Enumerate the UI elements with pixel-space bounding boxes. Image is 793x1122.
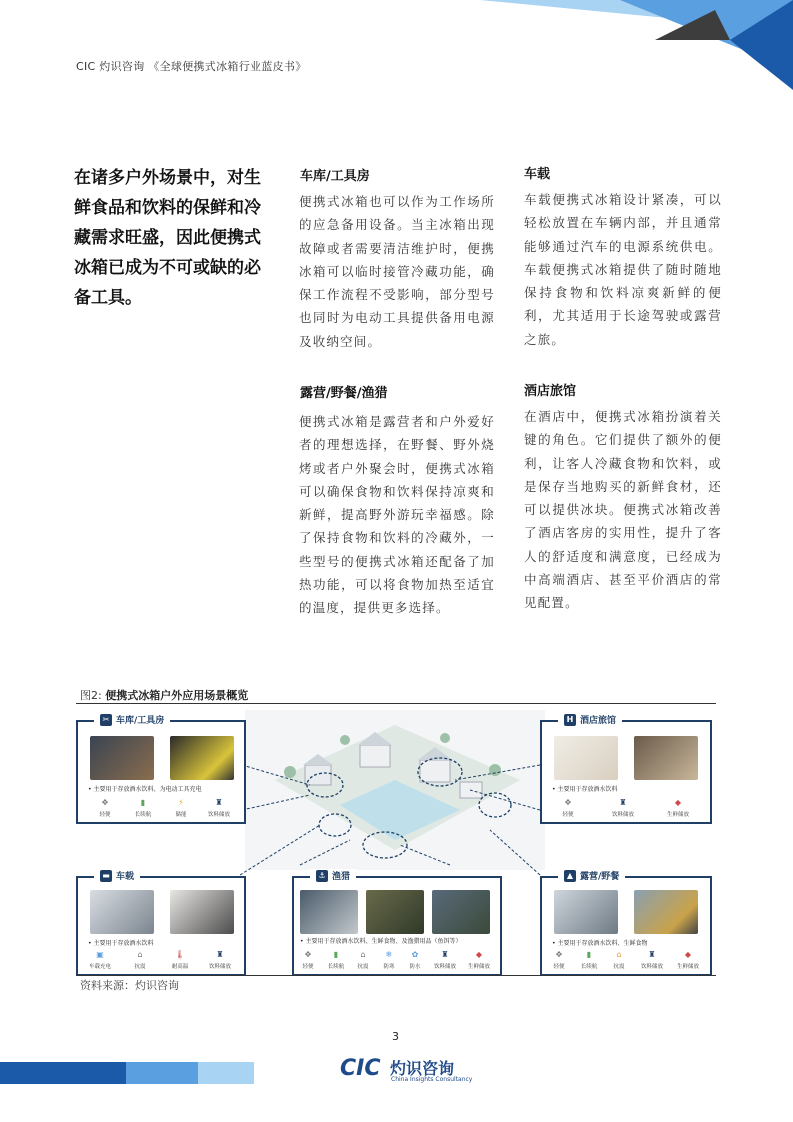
feature-item: ♜ 饮料储放 <box>640 949 663 970</box>
camping-photo-2 <box>634 890 698 934</box>
section-title-hotel: 酒店旅馆 <box>524 384 577 399</box>
shockproof-icon: ⌂ <box>616 949 622 959</box>
feature-item: ▮ 长续航 <box>327 949 345 970</box>
garage-photo-1 <box>90 736 154 780</box>
meat-icon: ◆ <box>684 949 692 959</box>
tools-icon: ✂ <box>100 714 112 726</box>
card-garage-title: ✂ 车库/工具房 <box>94 713 170 726</box>
feature-item: ▮ 长续航 <box>134 797 152 818</box>
shockproof-icon: ⌂ <box>360 949 366 959</box>
meat-icon: ◆ <box>674 797 682 807</box>
footer-logo-cn: 灼识咨询 <box>390 1059 455 1078</box>
card-hotel-features <box>548 796 698 818</box>
footer-logo-en: China Insights Consultancy <box>391 1076 473 1083</box>
card-vehicle <box>76 871 246 976</box>
hotel-photo-2 <box>634 736 698 780</box>
car-charge-icon: ▣ <box>96 949 104 959</box>
lightning-icon: ⚡ <box>178 797 184 807</box>
battery-icon: ▮ <box>586 949 592 959</box>
feature-item: ⚡ 储能 <box>175 797 187 818</box>
feature-item: ▮ 长续航 <box>580 949 598 970</box>
card-camping-features <box>544 948 706 970</box>
feature-item: ⌂ 抗震 <box>357 949 369 970</box>
tent-icon: ▲ <box>564 870 576 882</box>
battery-icon: ▮ <box>333 949 339 959</box>
bottle-icon: ♜ <box>648 949 656 959</box>
meat-icon: ◆ <box>475 949 483 959</box>
garage-photo-2 <box>170 736 234 780</box>
header-decoration <box>480 0 793 90</box>
bottle-icon: ♜ <box>216 949 224 959</box>
section-body-hotel: 在酒店中，便携式冰箱扮演着关键的角色。它们提供了额外的便利，让客人冷藏食物和饮料，或是保存当地购买的新鲜食材，还可以提供冰块。便携式冰箱改善了酒店客房的实用性，提升了客人的舒适度和满意度，已经成为中高端酒店、甚至平价酒店的常见配置。 <box>524 409 722 611</box>
section-body-vehicle: 车载便携式冰箱设计紧凑，可以轻松放置在车辆内部，并且通常能够通过汽车的电源系统供电。车载便携式冰箱提供了随时随地保持食物和饮料凉爽新鲜的便利，尤其适用于长途驾驶或露营之旅。 <box>524 192 722 347</box>
fishing-photo-3 <box>432 890 490 934</box>
section-body-camping: 便携式冰箱是露营者和户外爱好者的理想选择，在野餐、野外烧烤或者户外聚会时，便携式冰箱可以确保食物和饮料保持凉爽和新鲜，提高野外游玩幸福感。除了保持食物和饮料的冷藏外，一些型号的便携式冰箱还配备了加热功能，可以将食物加热至适宜的温度，提供更多选择。 <box>299 414 495 616</box>
feature-item: 🌡 耐高温 <box>171 949 189 970</box>
fishing-icon: ⚓ <box>316 870 328 882</box>
move-icon: ✥ <box>101 797 109 807</box>
hotel-photo-1 <box>554 736 618 780</box>
feature-item: ♜ 饮料储放 <box>433 949 456 970</box>
card-vehicle-features <box>80 948 240 970</box>
footer-bar-light <box>198 1062 254 1084</box>
water-drop-icon: ✿ <box>411 949 419 959</box>
card-hotel-bullet: • 主要用于存放酒水饮料 <box>552 786 618 793</box>
section-title-garage: 车库/工具房 <box>300 169 370 184</box>
feature-item: ♜ 饮料储放 <box>207 797 230 818</box>
section-title-camping: 露营/野餐/渔猎 <box>300 386 388 401</box>
card-camping-bullet: • 主要用于存放酒水饮料、生鲜食物 <box>552 940 648 947</box>
bottle-icon: ♜ <box>619 797 627 807</box>
footer-logo-cic: CIC <box>340 1056 381 1081</box>
card-fishing-features <box>294 948 496 970</box>
snowflake-icon: ❄ <box>385 949 393 959</box>
feature-item: ❄ 防寒 <box>383 949 395 970</box>
bottle-icon: ♜ <box>215 797 223 807</box>
figure-caption-prefix: 图2: <box>80 689 102 702</box>
feature-item: ✥ 轻便 <box>302 949 314 970</box>
card-fishing-title: ⚓ 渔猎 <box>310 869 356 882</box>
figure-bottom-rule <box>76 975 716 976</box>
card-garage-bullet: • 主要用于存放酒水饮料、为电动工具充电 <box>88 786 202 793</box>
section-title-vehicle: 车载 <box>524 167 551 182</box>
footer-bar-mid <box>126 1062 198 1084</box>
feature-item: ⌂ 抗震 <box>134 949 146 970</box>
feature-item: ✿ 防水 <box>409 949 421 970</box>
thermometer-icon: 🌡 <box>174 949 186 959</box>
feature-item: ✥ 轻便 <box>553 949 565 970</box>
vehicle-photo-1 <box>90 890 154 934</box>
hotel-icon: H <box>564 714 576 726</box>
card-camping-title: ▲ 露营/野餐 <box>558 869 625 882</box>
figure-caption-title: 便携式冰箱户外应用场景概览 <box>105 689 249 702</box>
footer-bar-dark <box>0 1062 126 1084</box>
feature-item: ▣ 车载充电 <box>88 949 111 970</box>
bottle-icon: ♜ <box>441 949 449 959</box>
vehicle-photo-2 <box>170 890 234 934</box>
card-fishing-bullet: • 主要用于存放酒水饮料、生鲜食物、及渔猎用品（鱼饵等） <box>300 938 462 945</box>
feature-item: ◆ 生鲜储放 <box>467 949 490 970</box>
fishing-photo-2 <box>366 890 424 934</box>
card-hotel-title: H 酒店旅馆 <box>558 713 622 726</box>
fishing-photo-1 <box>300 890 358 934</box>
feature-item: ✥ 轻便 <box>562 797 574 818</box>
shockproof-icon: ⌂ <box>137 949 143 959</box>
card-vehicle-title: ▬ 车载 <box>94 869 140 882</box>
move-icon: ✥ <box>304 949 312 959</box>
feature-item: ⌂ 抗震 <box>613 949 625 970</box>
card-fishing <box>292 871 502 976</box>
battery-icon: ▮ <box>140 797 146 807</box>
card-camping <box>540 871 712 976</box>
page-number: 3 <box>392 1030 399 1043</box>
figure-source: 资料来源：灼识咨询 <box>80 979 179 992</box>
move-icon: ✥ <box>564 797 572 807</box>
feature-item: ◆ 生鲜储放 <box>676 949 699 970</box>
feature-item: ✥ 轻便 <box>99 797 111 818</box>
camping-photo-1 <box>554 890 618 934</box>
lead-paragraph: 在诸多户外场景中，对生鲜食品和饮料的保鲜和冷藏需求旺盛，因此便携式冰箱已成为不可或缺的必备工具。 <box>74 168 261 308</box>
feature-item: ♜ 饮料储放 <box>611 797 634 818</box>
card-garage <box>76 715 246 824</box>
card-vehicle-bullet: • 主要用于存放酒水饮料 <box>88 940 154 947</box>
header-title: CIC 灼识咨询 《全球便携式冰箱行业蓝皮书》 <box>76 60 307 73</box>
car-icon: ▬ <box>100 870 112 882</box>
move-icon: ✥ <box>555 949 563 959</box>
feature-item: ◆ 生鲜储放 <box>666 797 689 818</box>
section-body-garage: 便携式冰箱也可以作为工作场所的应急备用设备。当主冰箱出现故障或者需要清洁维护时，便携冰箱可以临时接管冷藏功能，确保工作流程不受影响，部分型号也同时为电动工具提供备用电源及收纳空间。 <box>299 194 495 349</box>
card-garage-features <box>86 796 238 818</box>
feature-item: ♜ 饮料储放 <box>208 949 231 970</box>
card-hotel <box>540 715 712 824</box>
